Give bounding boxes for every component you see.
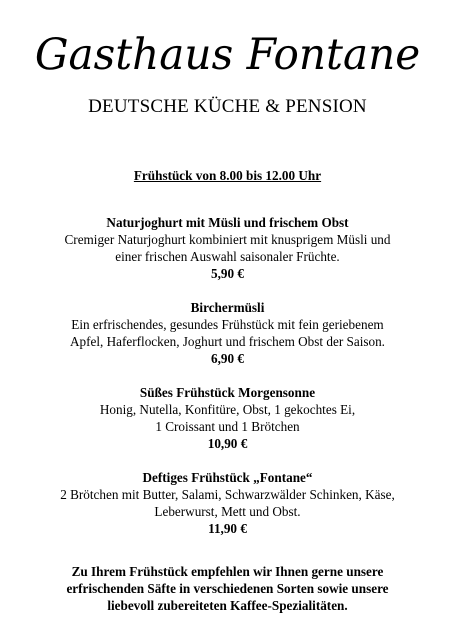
description-line: 1 Croissant und 1 Brötchen — [155, 419, 300, 434]
menu-item-morgensonne — [0, 384, 455, 452]
menu-item-naturjoghurt — [0, 214, 455, 282]
menu-item-price: 5,90 € — [211, 266, 244, 281]
menu-item-name: Deftiges Frühstück „Fontane“ — [142, 470, 313, 485]
breakfast-hours: Frühstück von 8.00 bis 12.00 Uhr — [133, 168, 322, 183]
description-line: 2 Brötchen mit Butter, Salami, Schwarzwälder Schinken, Käse, — [60, 487, 395, 502]
description-line: Ein erfrischendes, gesundes Frühstück mit fein geriebenem — [71, 317, 384, 332]
menu-item-description — [0, 316, 455, 350]
menu-item-price: 11,90 € — [208, 521, 247, 536]
menu-item-name: Naturjoghurt mit Müsli und frischem Obst — [106, 215, 349, 230]
menu-item-price: 6,90 € — [211, 351, 244, 366]
recommendation-line: liebevoll zubereiteten Kaffee-Spezialitäten. — [107, 598, 348, 613]
restaurant-subtitle: DEUTSCHE KÜCHE & PENSION — [88, 96, 367, 117]
menu-item-name: Süßes Frühstück Morgensonne — [139, 385, 316, 400]
recommendation-line: erfrischenden Säfte in verschiedenen Sorten sowie unsere — [66, 581, 389, 596]
menu-item-price: 10,90 € — [207, 436, 248, 451]
menu-item-description — [0, 486, 455, 520]
restaurant-logo — [0, 0, 455, 118]
description-line: Cremiger Naturjoghurt kombiniert mit knusprigem Müsli und — [64, 232, 391, 247]
description-line: Honig, Nutella, Konfitüre, Obst, 1 gekochtes Ei, — [99, 402, 356, 417]
drink-recommendation — [0, 563, 455, 614]
description-line: Leberwurst, Mett und Obst. — [154, 504, 301, 519]
menu-item-name: Birchermüsli — [190, 300, 265, 315]
menu-item-description — [0, 231, 455, 265]
recommendation-line: Zu Ihrem Frühstück empfehlen wir Ihnen gerne unsere — [71, 564, 384, 579]
breakfast-menu — [0, 214, 455, 537]
description-line: einer frischen Auswahl saisonaler Früchte. — [115, 249, 340, 264]
menu-item-description — [0, 401, 455, 435]
menu-item-birchermuesli — [0, 299, 455, 367]
description-line: Apfel, Haferflocken, Joghurt und frischem Obst der Saison. — [70, 334, 385, 349]
restaurant-name: Gasthaus Fontane — [34, 30, 421, 80]
menu-item-fontane — [0, 469, 455, 537]
